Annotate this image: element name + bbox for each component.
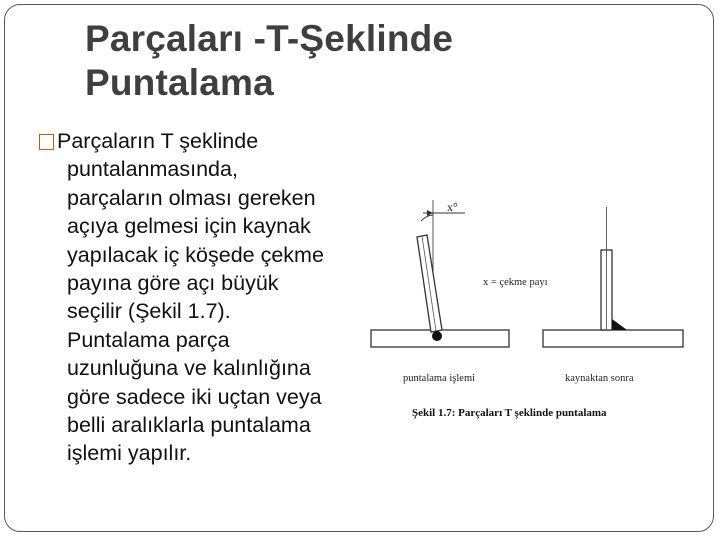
bullet-first-line: Parçaların T şeklinde [57,129,259,153]
angle-label: x° [447,200,458,214]
bullet-box-icon [39,134,54,150]
figure-caption: Şekil 1.7: Parçaları T şeklinde puntalama [412,407,607,419]
title-line-1: Parçaları -T-Şeklinde [85,18,454,59]
left-caption: puntalama işlemi [403,373,476,384]
title-line-2: Puntalama [85,62,274,103]
bullet-rest-text: puntalanmasında, parçaların olması gereken açıya gelmesi için kaynak yapılacak iç köşede çekme payına göre açı büyük seçilir (Şekil 1.7). Puntalama parça uzunluğuna ve kalınlığına göre sadece iki uçtan veya belli aralıklarla puntalama işlemi yapılır. [67,157,324,466]
figure-t-tack-welding [365,195,695,425]
slide-title [85,17,453,105]
tack-weld-dot [432,331,442,341]
legend-label: x = çekme payı [483,277,548,288]
right-caption: kaynaktan sonra [565,373,634,384]
bullet-paragraph [39,127,329,468]
weld-fillet [612,319,627,330]
slide-frame [4,4,714,532]
left-tilted-plate [417,235,442,332]
figure-drawing [365,195,695,425]
right-base-plate [543,330,683,347]
